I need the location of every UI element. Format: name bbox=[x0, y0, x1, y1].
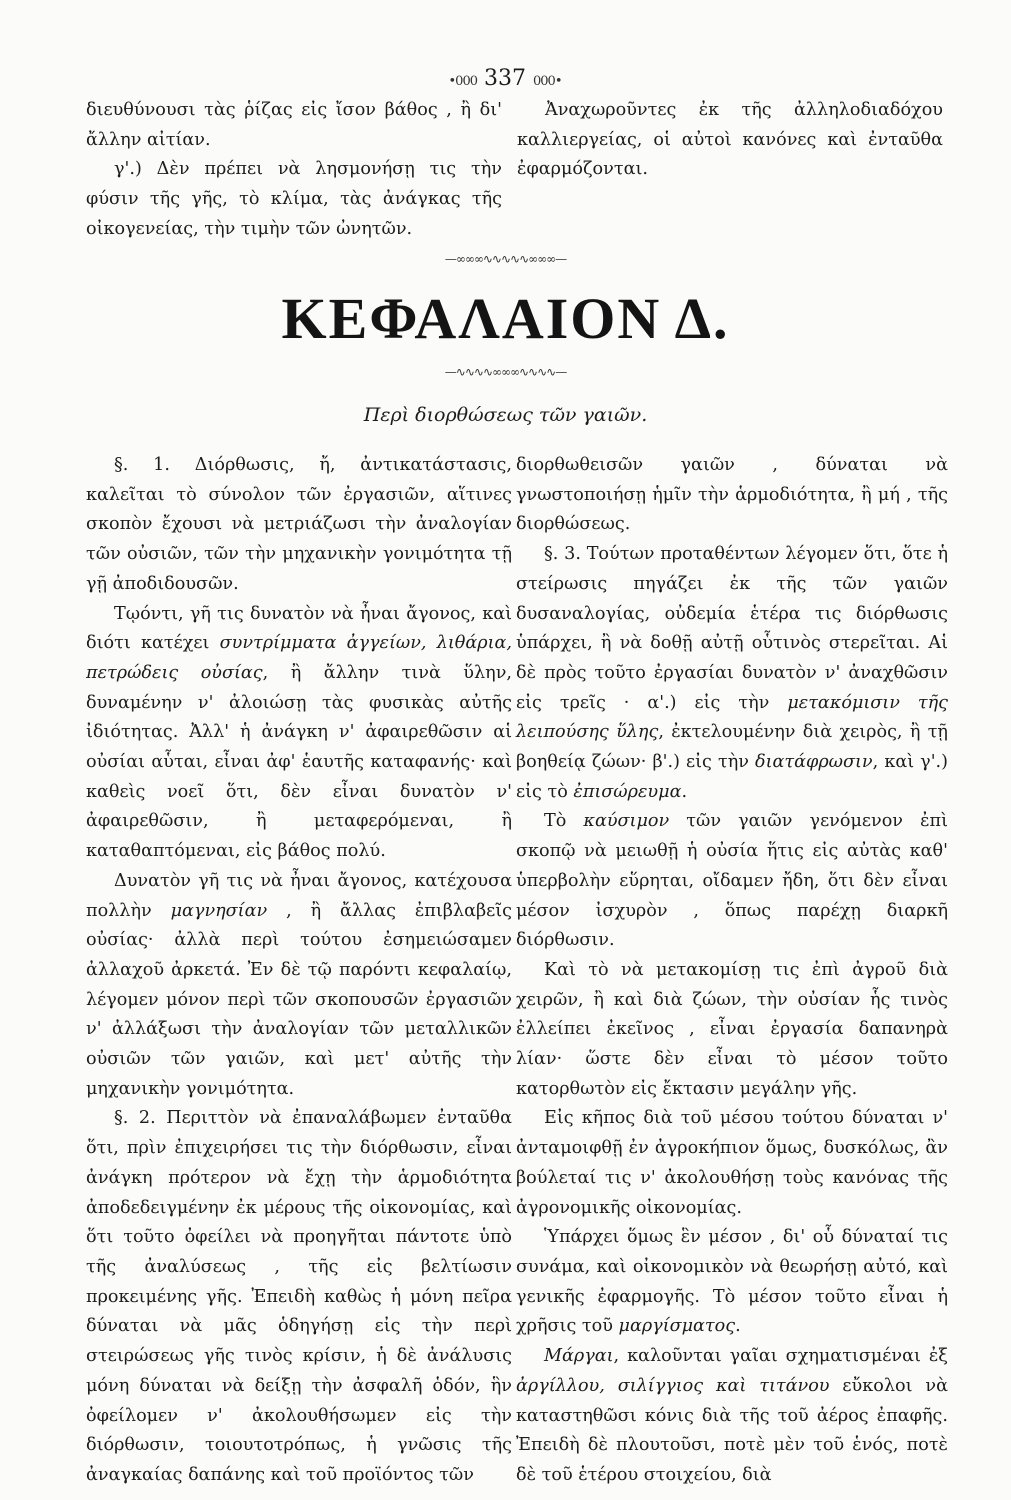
italic-term: ἀργίλλου, σιλίγγιος καὶ τιτάνου bbox=[516, 1375, 830, 1396]
decorative-rule-bottom: —∿∿∿∿∞∞∞∿∿∿∿— bbox=[444, 365, 567, 379]
text-run: , καὶ γ'.) εἰς τὸ bbox=[516, 752, 948, 802]
paragraph: γ'.) Δὲν πρέπει νὰ λησμονήσῃ τις τὴν φύσιν τῆς γῆς, τὸ κλίμα, τὰς ἀνάγκας τῆς οἰκογενείας, τὴν τιμὴν τῶν ὠνητῶν. bbox=[86, 159, 502, 239]
text-run: Ὑπάρχει ὅμως ἓν μέσον , δι' οὗ δύναταί τις συνάμα, καὶ οἰκονομικὸν νὰ θεωρήσῃ αὐτό, καὶ γενικῆς ἐφαρμογῆς. Τὸ μέσον τοῦτο εἶναι ἡ χρῆσις τοῦ bbox=[516, 1227, 948, 1337]
italic-term: διατάφρωσιν bbox=[755, 752, 873, 773]
paragraph: §. 1. Διόρθωσις, ἤ, ἀντικατάστασις, καλεῖται τὸ σύνολον τῶν ἐργασιῶν, αἵτινες σκοπὸν ἔχουσι νὰ μετριάζωσι τὴν ἀναλογίαν τῶν οὐσιῶν, τῶν τὴν μηχανικὴν γονιμότητα τῇ γῇ ἀποδιδουσῶν. bbox=[86, 455, 512, 594]
top-left-text bbox=[86, 96, 502, 245]
page-number-header bbox=[445, 66, 565, 91]
text-run: Τὸ bbox=[544, 811, 584, 832]
paragraph: Εἰς κῆπος διὰ τοῦ μέσου τούτου δύναται ν' ἀνταμοιφθῇ ἐν ἀγροκήπιον ὅμως, δυσκόλως, ἂν βούλεταί τις ν' ἀκολουθήσῃ τοὺς κανόνας τῆς ἀγρονομικῆς οἰκονομίας. bbox=[516, 1108, 948, 1218]
chapter-title: ΚΕΦΑΛΑΙΟΝ Δ. bbox=[281, 286, 730, 351]
text-run: , ἐκτελουμένην διὰ χειρὸς, ἢ τῇ βοηθείᾳ ζώων· β'.) εἰς τὴν bbox=[516, 722, 948, 773]
italic-term: καύσιμον bbox=[583, 811, 670, 832]
paragraph bbox=[86, 867, 512, 1105]
text-run: Τῳόντι, γῆ τις δυνατὸν νὰ ἦναι ἄγονος, καὶ διότι κατέχει bbox=[86, 603, 512, 654]
italic-term: μετακόμισιν τῆς λειπούσης ὕλης bbox=[516, 692, 948, 743]
ornament-right: 000• bbox=[533, 74, 562, 89]
left-column bbox=[86, 451, 512, 1491]
paragraph bbox=[516, 540, 948, 807]
text-run: §. 3. Τούτων προταθέντων λέγομεν ὅτι, ὅτε ἡ στείρωσις πηγάζει ἐκ τῆς τῶν γαιῶν δυσαναλογίας, οὐδεμία ἑτέρα τις διόρθωσις ὑπάρχει, ἢ νὰ δοθῇ αὐτῇ οὗτινὸς στερεῖται. Αἱ δὲ πρὸς τοῦτο ἐργασίαι δυνατὸν ν' ἀναχθῶσιν εἰς τρεῖς · α'.) εἰς τὴν bbox=[516, 544, 948, 713]
text-run: , ἢ ἄλλας ἐπιβλαβεῖς οὐσίας· ἀλλὰ περὶ τούτου ἐσημειώσαμεν ἀλλαχοῦ ἀρκετά. Ἐν δὲ τῷ παρόντι κεφαλαίῳ, λέγομεν μόνον περὶ τῶν σκοπουσῶν ἐργασιῶν ν' ἀλλάξωσι τὴν ἀναλογίαν τῶν μεταλλικῶν οὐσιῶν τῶν γαιῶν, καὶ μετ' αὐτῆς τὴν μηχανικὴν γονιμότητα. bbox=[86, 900, 512, 1099]
paragraph bbox=[516, 1223, 948, 1342]
italic-term: συντρίμματα ἀγγείων, λιθάρια, πετρώδεις οὐσίας bbox=[86, 633, 512, 683]
text-run: τῶν γαιῶν γενόμενον ἐπὶ σκοπῷ νὰ μειωθῇ ἡ οὐσία ἥτις εἰς αὐτὰς καθ' ὑπερβολὴν εὕρηται, οἴδαμεν ἤδη, ὅτι δὲν εἶναι μέσον ἰσχυρὸν , ὅπως παρέχῃ διαρκῆ διόρθωσιν. bbox=[516, 811, 948, 951]
text-run: , ἢ ἄλλην τινὰ ὕλην, δυναμένην ν' ἀλοιώσῃ τὰς φυσικὰς αὐτῆς ἰδιότητας. Ἀλλ' ἡ ἀνάγκη ν' ἀφαιρεθῶσιν αἱ οὐσίαι αὗται, εἶναι ἀφ' ἑαυτῆς καταφανής· καὶ καθεὶς νοεῖ ὅτι, δὲν εἶναι δυνατὸν ν' ἀφαιρεθῶσιν, ἢ μεταφερόμεναι, ἢ καταθαπτόμεναι, εἰς βάθος πολύ. bbox=[86, 662, 512, 862]
text-run: εὔκολοι νὰ καταστηθῶσι κόνις διὰ τῆς τοῦ ἀέρος ἐπαφῆς. Ἐπειδὴ δὲ πλουτοῦσι, ποτὲ μὲν τοῦ ἑνός, ποτὲ δὲ τοῦ ἑτέρου στοιχείου, διὰ bbox=[516, 1375, 948, 1485]
ornament-left: •000 bbox=[448, 74, 477, 89]
decorative-rule-top: —∞∞∞∿∿∿∿∿∞∞∞— bbox=[444, 252, 567, 266]
paragraph: διευθύνουσι τὰς ῥίζας εἰς ἴσον βάθος , ἢ δι' ἄλλην αἰτίαν. bbox=[86, 100, 502, 150]
paragraph: §. 2. Περιττὸν νὰ ἐπαναλάβωμεν ἐνταῦθα ὅτι, πρὶν ἐπιχειρήσει τις τὴν διόρθωσιν, εἶναι ἀνάγκη πρότερον νὰ ἔχῃ τὴν ἁρμοδιότητα ἀποδεδειγμένην ἐκ μέρους τῆς οἰκονομίας, καὶ ὅτι τοῦτο ὀφείλει νὰ προηγῆται πάντοτε ὑπὸ τῆς ἀναλύσεως , τῆς εἰς βελτίωσιν προκειμένης γῆς. Ἐπειδὴ καθὼς ἡ μόνη πεῖρα δύναται νὰ μᾶς ὁδηγήσῃ εἰς τὴν περὶ στειρώσεως γῆς τινὸς κρίσιν, ἡ δὲ ἀνάλυσις μόνη δύναται νὰ δείξῃ τὴν ἀσφαλῆ ὁδόν, ἣν ὀφείλομεν ν' ἀκολουθήσωμεν εἰς τὴν διόρθωσιν, τοιουτοτρόπως, ἡ γνῶσις τῆς ἀναγκαίας δαπάνης καὶ τοῦ προϊόντος τῶν bbox=[86, 1108, 512, 1485]
paragraph bbox=[86, 600, 512, 867]
text-run: , καλοῦνται γαῖαι σχηματισμέναι ἐξ bbox=[613, 1346, 948, 1367]
chapter-subtitle: Περὶ διορθώσεως τῶν γαιῶν. bbox=[363, 404, 648, 426]
paragraph: Ἀναχωροῦντες ἐκ τῆς ἀλληλοδιαδόχου καλλιεργείας, οἱ αὐτοὶ κανόνες καὶ ἐνταῦθα ἐφαρμόζονται. bbox=[517, 100, 943, 180]
paragraph bbox=[516, 1342, 948, 1491]
italic-term: ἐπισώρευμα bbox=[573, 781, 682, 802]
text-run: . bbox=[735, 1316, 741, 1337]
italic-term: Μάργαι bbox=[544, 1346, 614, 1367]
text-run: . bbox=[681, 781, 688, 802]
top-right-text bbox=[517, 96, 943, 185]
right-column bbox=[516, 451, 948, 1491]
text-run: Δυνατὸν γῆ τις νὰ ἦναι ἄγονος, κατέχουσα πολλὴν bbox=[86, 870, 512, 921]
paragraph bbox=[516, 807, 948, 956]
paragraph: διορθωθεισῶν γαιῶν , δύναται νὰ γνωστοποιήσῃ ἡμῖν τὴν ἁρμοδιότητα, ἢ μή , τῆς διορθώσεως. bbox=[516, 455, 948, 535]
italic-term: μαγνησίαν bbox=[170, 900, 268, 921]
paragraph: Καὶ τὸ νὰ μετακομίσῃ τις ἐπὶ ἀγροῦ διὰ χειρῶν, ἢ καὶ διὰ ζώων, τὴν οὐσίαν ἧς τινὸς ἐλλείπει ἐκεῖνος , εἶναι ἐργασία δαπανηρὰ λίαν· ὥστε δὲν εἶναι τὸ μέσον τοῦτο κατορθωτὸν εἰς ἔκτασιν μεγάλην γῆς. bbox=[516, 959, 948, 1099]
page-number: 337 bbox=[484, 66, 526, 91]
italic-term: μαργίσματος bbox=[618, 1316, 736, 1337]
